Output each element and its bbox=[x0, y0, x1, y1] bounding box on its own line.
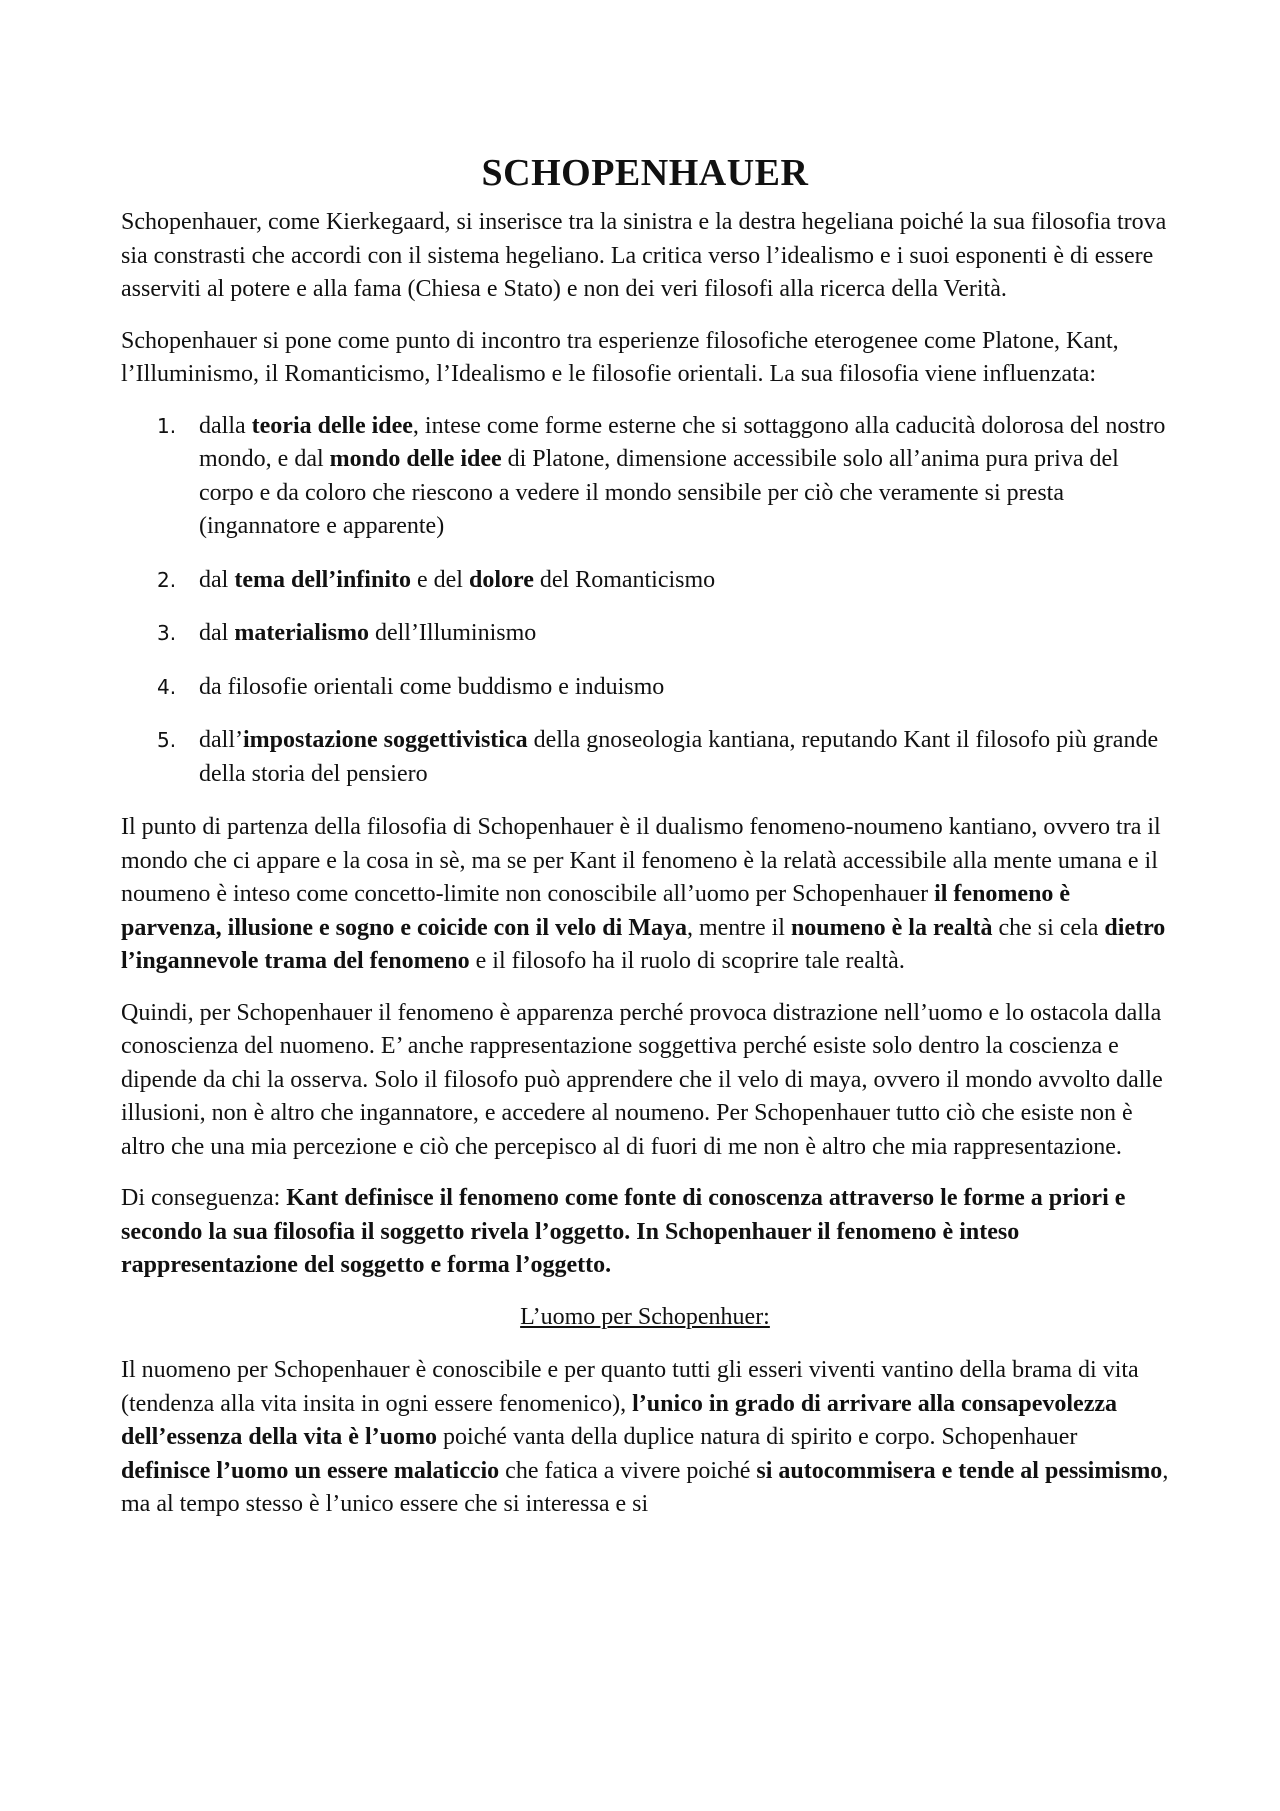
text-run: e il filosofo ha il ruolo di scoprire tale realtà. bbox=[469, 948, 905, 974]
bold-text-run: mondo delle idee bbox=[329, 446, 502, 472]
text-run: dell’Illuminismo bbox=[368, 620, 537, 646]
bold-text-run: il fenomeno è parvenza, illusione e sogno e coicide con il velo di Maya bbox=[121, 881, 1071, 941]
list-item bbox=[121, 724, 1169, 791]
list-item bbox=[121, 671, 1169, 705]
bold-text-run: impostazione soggettivistica bbox=[242, 727, 528, 753]
paragraph-intro: Schopenhauer, come Kierkegaard, si inserisce tra la sinistra e la destra hegeliana poiché la sua filosofia trova sia constrasti che accordi con il sistema hegeliano. La critica verso l’idealismo e i suoi esponenti è di essere asserviti al potere e alla fama (Chiesa e Stato) e non dei veri filosofi alla ricerca della Verità. bbox=[121, 209, 1167, 302]
list-number: 5. bbox=[157, 728, 177, 752]
bold-text-run: l’unico in grado di arrivare alla consapevolezza dell’essenza della vita è l’uomo bbox=[121, 1390, 1117, 1450]
page-title: SCHOPENHAUER bbox=[481, 152, 809, 194]
list-item bbox=[121, 410, 1169, 544]
bold-text-run: dietro l’ingannevole trama del fenomeno bbox=[121, 914, 1166, 974]
list-number: 3. bbox=[157, 621, 177, 645]
paragraph-man bbox=[121, 1354, 1169, 1522]
text-run: di Platone, dimensione accessibile solo all’anima pura priva del corpo e da coloro che riescono a vedere il mondo sensibile per ciò che veramente si presta (ingannatore e apparente) bbox=[199, 446, 1119, 539]
influences-list bbox=[121, 410, 1169, 792]
document-body bbox=[121, 150, 1169, 1540]
bold-text-run: tema dell’infinito bbox=[234, 566, 411, 593]
text-run: Il nuomeno per Schopenhauer è conoscibile e per quanto tutti gli esseri viventi vantino della brama di vita (tendenza alla vita insita in ogni essere fenomenico), bbox=[121, 1357, 1139, 1417]
paragraph-phenomenon: Quindi, per Schopenhauer il fenomeno è apparenza perché provoca distrazione nell’uomo e lo ostacola dalla conoscienza del nuomeno. E’ anche rappresentazione soggettiva perché esiste solo dentro la coscienza e dipende da chi la osserva. Solo il filosofo può apprendere che il velo di maya, ovvero il mondo avvolto dalle illusioni, non è altro che ingannatore, e accedere al noumeno. Per Schopenhauer tutto ciò che esiste non è altro che una mia percezione e ciò che percepisco al di fuori di me non è altro che mia rappresentazione. bbox=[121, 999, 1163, 1160]
text-run: che fatica a vivere poiché bbox=[499, 1457, 757, 1484]
bold-text-run: dolore bbox=[468, 566, 534, 593]
text-run: poiché vanta della duplice natura di spirito e corpo. Schopenhauer bbox=[436, 1424, 1078, 1450]
bold-text-run: teoria delle idee bbox=[251, 412, 413, 439]
paragraph-consequence bbox=[121, 1182, 1169, 1283]
bold-text-run: si autocommisera e tende al pessimismo bbox=[756, 1457, 1163, 1484]
list-number: 1. bbox=[157, 413, 177, 438]
text-run: dalla bbox=[199, 412, 252, 439]
text-run: dal bbox=[199, 566, 235, 593]
text-run: che si cela bbox=[992, 914, 1105, 941]
paragraph-dualism bbox=[121, 811, 1169, 979]
list-number: 4. bbox=[157, 674, 177, 699]
paragraph-influences-intro: Schopenhauer si pone come punto di incontro tra esperienze filosofiche eterogenee come Platone, Kant, l’Illuminismo, il Romanticismo, l’Idealismo e le filosofie orientali. La sua filosofia viene influenzata: bbox=[121, 327, 1119, 387]
bold-text-run: definisce l’uomo un essere malaticcio bbox=[121, 1457, 500, 1484]
list-number: 2. bbox=[157, 567, 177, 592]
text-run: , ma al tempo stesso è l’unico essere che si interessa e si bbox=[121, 1457, 1169, 1517]
text-run: della gnoseologia kantiana, reputando Kant il filosofo più grande della storia del pensiero bbox=[199, 727, 1159, 787]
text-run: Di conseguenza: bbox=[121, 1185, 287, 1211]
bold-text-run: materialismo bbox=[234, 620, 369, 646]
bold-text-run: Kant definisce il fenomeno come fonte di conoscenza attraverso le forme a priori e secondo la sua filosofia il soggetto rivela l’oggetto. In Schopenhauer il fenomeno è inteso rappresentazione del soggetto e forma l’oggetto. bbox=[121, 1185, 1126, 1278]
section-heading: L’uomo per Schopenhuer: bbox=[520, 1303, 770, 1330]
bold-text-run: noumeno è la realtà bbox=[790, 914, 993, 941]
list-item bbox=[121, 617, 1169, 651]
text-run: del Romanticismo bbox=[533, 566, 716, 593]
text-run: , intese come forme esterne che si sottaggono alla caducità dolorosa del nostro mondo, e dal bbox=[199, 412, 1166, 472]
text-run: e del bbox=[410, 566, 469, 593]
text-run: da filosofie orientali come buddismo e induismo bbox=[199, 673, 665, 700]
text-run: dal bbox=[199, 620, 235, 646]
list-item bbox=[121, 564, 1169, 598]
text-run: , mentre il bbox=[686, 914, 791, 941]
text-run: Il punto di partenza della filosofia di Schopenhauer è il dualismo fenomeno-noumeno kantiano, ovvero tra il mondo che ci appare e la cosa in sè, ma se per Kant il fenomeno è la relatà accessibile alla mente umana e il noumeno è inteso come concetto-limite non conoscibile all’uomo per Schopenhauer bbox=[121, 814, 1161, 907]
text-run: dall’ bbox=[199, 727, 243, 753]
